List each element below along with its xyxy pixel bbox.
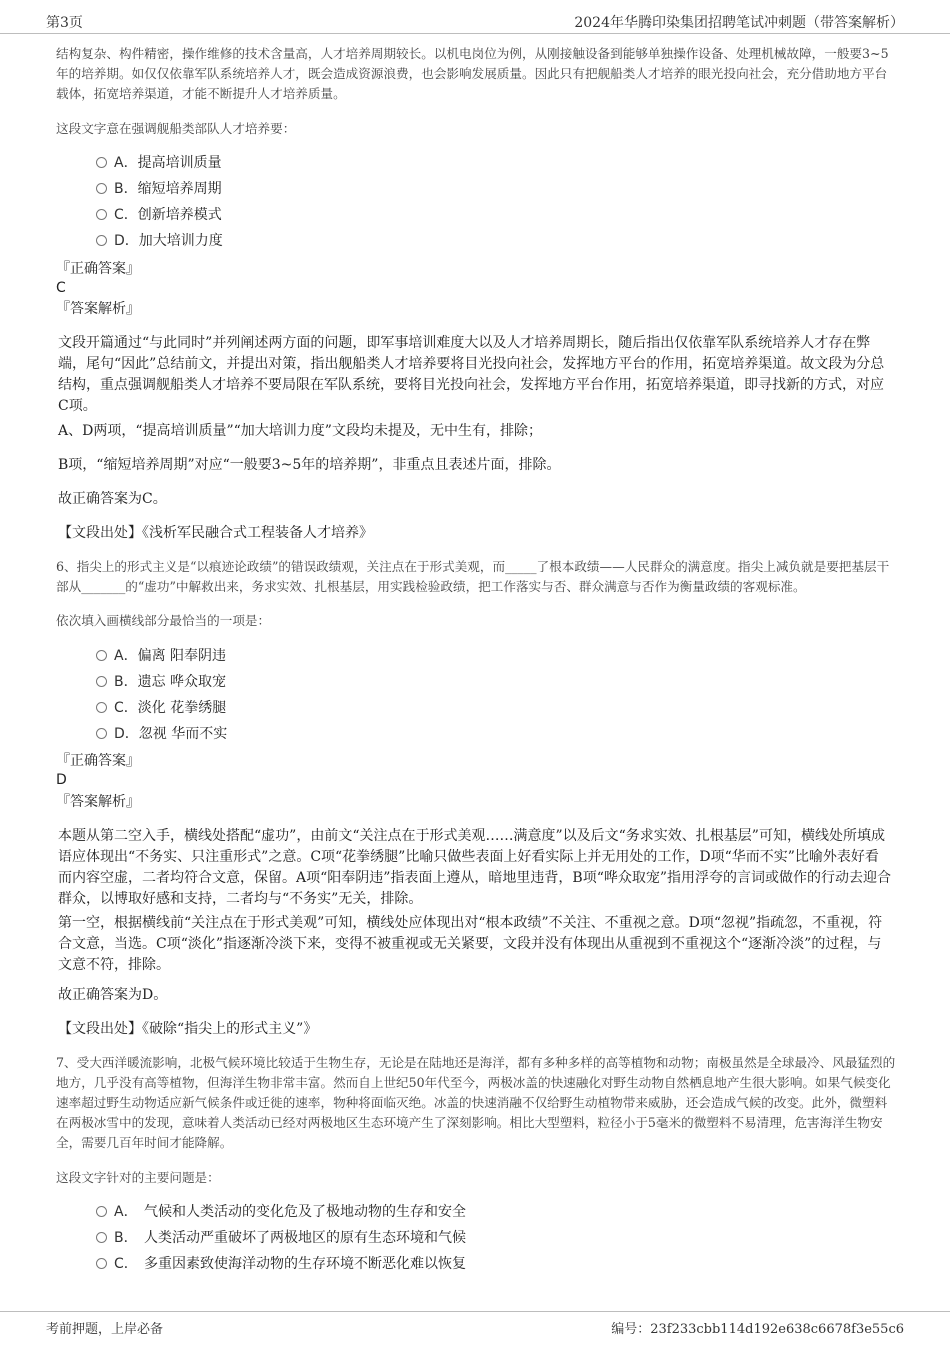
q5-answer: C bbox=[56, 280, 66, 296]
q7-option-b[interactable]: B． 人类活动严重破坏了两极地区的原有生态环境和气候 bbox=[96, 1228, 466, 1248]
q6-analysis-label: 『答案解析』 bbox=[56, 794, 140, 810]
q6-answer: D bbox=[56, 772, 67, 788]
radio-icon[interactable] bbox=[96, 1258, 107, 1269]
q6-source: 【文段出处】《破除“指尖上的形式主义”》 bbox=[58, 1021, 318, 1037]
q6-analysis-para-1: 本题从第二空入手，横线处搭配“虚功”，由前文“关注点在于形式美观……满意度”以及后文“务求实效、扎根基层”可知，横线处所填成语应体现出“不务实、只注重形式”之意。C项“花拳绣腿”比喻只做些表面上好看实际上并无用处的工作，D项“华而不实”比喻外表好看而内容空虚，二者均符合文意，保留。A项“阳奉阴违”指表面上遵从，暗地里违背，B项“哗众取宠”指用浮夸的言词或做作的行动去迎合群众，以博取好感和支持，二者均与“不务实”无关，排除。 bbox=[58, 828, 892, 907]
q5-option-a[interactable]: A．提高培训质量 bbox=[96, 153, 222, 173]
q5-analysis-para-3: B项，“缩短培养周期”对应“一般要3~5年的培养期”，非重点且表述片面，排除。 bbox=[58, 457, 561, 473]
q6-option-b[interactable]: B．遗忘 哗众取宠 bbox=[96, 672, 226, 692]
q5-analysis-para-2: A、D两项，“提高培训质量”“加大培训力度”文段均未提及，无中生有，排除； bbox=[58, 423, 542, 439]
q7-option-a[interactable]: A． 气候和人类活动的变化危及了极地动物的生存和安全 bbox=[96, 1202, 466, 1222]
page-number: 第3页 bbox=[46, 15, 83, 31]
radio-icon[interactable] bbox=[96, 1206, 107, 1217]
radio-icon[interactable] bbox=[96, 650, 107, 661]
q5-analysis-para-4: 故正确答案为C。 bbox=[58, 491, 167, 507]
radio-icon[interactable] bbox=[96, 157, 107, 168]
q6-analysis-para-2: 第一空，根据横线前“关注点在于形式美观”可知，横线处应体现出对“根本政绩”不关注、不重视之意。D项“忽视”指疏忽，不重视，符合文意，当选。C项“淡化”指逐渐冷淡下来，变得不被重视或无关紧要，文段并没有体现出从重视到不重视这个“逐渐冷淡”的过程，与文意不符，排除。 bbox=[58, 915, 883, 973]
radio-icon[interactable] bbox=[96, 702, 107, 713]
radio-icon[interactable] bbox=[96, 728, 107, 739]
document-title: 2024年华腾印染集团招聘笔试冲刺题（带答案解析） bbox=[574, 15, 904, 31]
document-id: 编号：23f233cbb114d192e638c6678f3e55c6 bbox=[611, 1322, 904, 1337]
q6-question: 依次填入画横线部分最恰当的一项是： bbox=[56, 613, 271, 628]
q6-analysis-para-3: 故正确答案为D。 bbox=[58, 987, 168, 1003]
page-footer bbox=[0, 1311, 950, 1345]
q6-stem: 6、指尖上的形式主义是“以痕迹论政绩”的错误政绩观，关注点在于形式美观，而_____了根本政绩——人民群众的满意度。指尖上减负就是要把基层干部从_______的“虚功”中解救出来，务求实效、扎根基层，用实践检验政绩，把工作落实与否、群众满意与否作为衡量政绩的客观标准。 bbox=[56, 559, 890, 594]
q5-source: 【文段出处】《浅析军民融合式工程装备人才培养》 bbox=[58, 525, 373, 541]
q5-question: 这段文字意在强调舰船类部队人才培养要： bbox=[56, 121, 296, 136]
q5-option-b[interactable]: B．缩短培养周期 bbox=[96, 179, 222, 199]
radio-icon[interactable] bbox=[96, 676, 107, 687]
q7-stem: 7、受大西洋暖流影响，北极气候环境比较适于生物生存，无论是在陆地还是海洋，都有多种多样的高等植物和动物；南极虽然是全球最冷、风最猛烈的地方，几乎没有高等植物，但海洋生物非常丰富。然而自上世纪50年代至今，两极冰盖的快速融化对野生动物自然栖息地产生很大影响。如果气候变化速率超过野生动物适应新气候条件或迁徙的速率，物种将面临灭绝。冰盖的快速消融不仅给野生动植物带来威胁，还会造成气候的改变。此外，微塑料在两极冰雪中的发现，意味着人类活动已经对两极地区生态环境产生了深刻影响。相比大型塑料，粒径小于5毫米的微塑料不易清理，危害海洋生物安全，需要几百年时间才能降解。 bbox=[56, 1055, 896, 1150]
q5-analysis-label: 『答案解析』 bbox=[56, 301, 140, 317]
radio-icon[interactable] bbox=[96, 183, 107, 194]
q5-option-d[interactable]: D．加大培训力度 bbox=[96, 231, 223, 251]
footer-slogan: 考前押题，上岸必备 bbox=[46, 1322, 164, 1337]
q6-option-d[interactable]: D．忽视 华而不实 bbox=[96, 724, 227, 744]
q6-answer-label: 『正确答案』 bbox=[56, 753, 140, 769]
q5-analysis-para-1: 文段开篇通过“与此同时”并列阐述两方面的问题，即军事培训难度大以及人才培养周期长，随后指出仅依靠军队系统培养人才存在弊端，尾句“因此”总结前文，并提出对策，指出舰船类人才培养要将目光投向社会，发挥地方平台的作用，拓宽培养渠道。故文段为分总结构，重点强调舰船类人才培养不要局限在军队系统，要将目光投向社会，发挥地方平台作用，拓宽培养渠道，即寻找新的方式，对应C项。 bbox=[58, 335, 885, 414]
radio-icon[interactable] bbox=[96, 1232, 107, 1243]
q6-option-c[interactable]: C．淡化 花拳绣腿 bbox=[96, 698, 226, 718]
q5-passage: 结构复杂、构件精密，操作维修的技术含量高，人才培养周期较长。以机电岗位为例，从刚接触设备到能够单独操作设备、处理机械故障，一般要3~5年的培养期。如仅仅依靠军队系统培养人才，既会造成资源浪费，也会影响发展质量。因此只有把舰船类人才培养的眼光投向社会，充分借助地方平台载体，拓宽培养渠道，才能不断提升人才培养质量。 bbox=[56, 46, 889, 101]
q6-option-a[interactable]: A．偏离 阳奉阴违 bbox=[96, 646, 226, 666]
page-header bbox=[0, 0, 950, 34]
q5-option-c[interactable]: C．创新培养模式 bbox=[96, 205, 222, 225]
q7-question: 这段文字针对的主要问题是： bbox=[56, 1170, 220, 1185]
radio-icon[interactable] bbox=[96, 209, 107, 220]
q7-option-c[interactable]: C． 多重因素致使海洋动物的生存环境不断恶化难以恢复 bbox=[96, 1254, 466, 1274]
q5-answer-label: 『正确答案』 bbox=[56, 261, 140, 277]
radio-icon[interactable] bbox=[96, 235, 107, 246]
